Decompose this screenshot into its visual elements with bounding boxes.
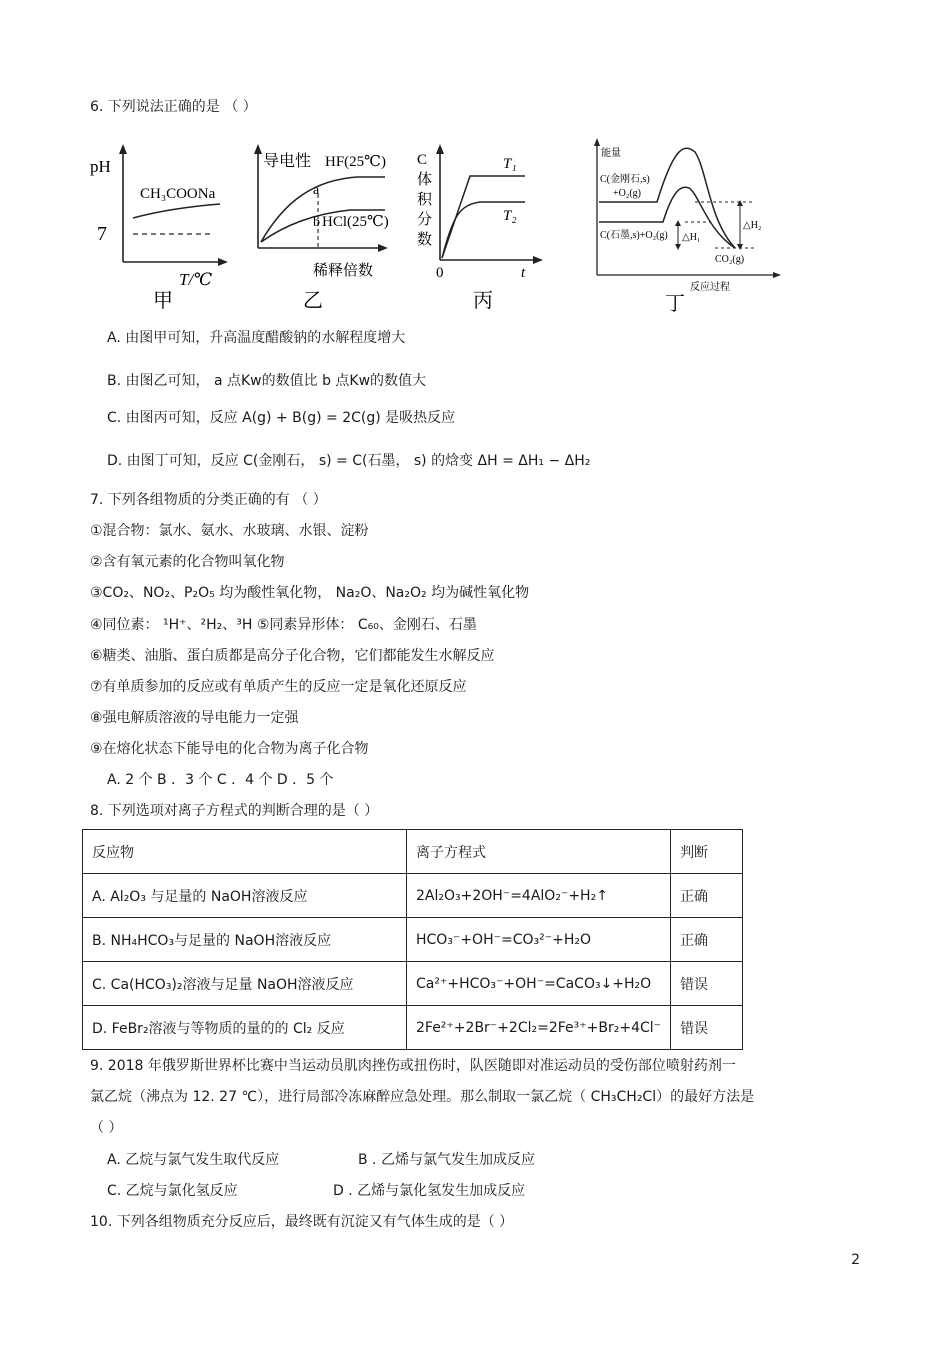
bing-y-label-3: 分 [417,212,433,228]
table-row [83,918,743,962]
table-row [83,962,743,1006]
bing-t2: T₂ [503,208,517,224]
q8-row-a-reactants: A. Al₂O₃ 与足量的 NaOH溶液反应 [83,874,407,918]
q7-item-3: ③CO₂、NO₂、P₂O₅ 均为酸性氧化物， Na₂O、Na₂O₂ 均为碱性氧化物 [90,585,530,601]
q8-stem: 8. 下列选项对离子方程式的判断合理的是（ ） [90,803,379,819]
bing-x-label: t [521,265,526,281]
q6-option-a: A. 由图甲可知，升高温度醋酸钠的水解程度增大 [107,330,406,346]
q9-option-a: A. 乙烷与氯气发生取代反应 [107,1152,280,1168]
q8-row-c-judgement: 错误 [671,962,743,1006]
q8-header-equation: 离子方程式 [407,830,671,874]
q7-item-9: ⑨在熔化状态下能导电的化合物为离子化合物 [90,741,369,757]
ding-dh2: △H₂ [743,220,762,231]
q8-header-row [83,830,743,874]
q8-row-d-reactants: D. FeBr₂溶液与等物质的量的的 Cl₂ 反应 [83,1006,407,1050]
table-row [83,874,743,918]
q8-table [82,829,743,1050]
q9-line-2: 氯乙烷（沸点为 12. 27 ℃），进行局部冷冻麻醉应急处理。那么制取一氯乙烷（ CH₃CH₂Cl）的最好方法是 [90,1089,755,1105]
yi-caption: 乙 [303,290,323,312]
yi-y-label: 导电性 [263,153,312,170]
ding-caption: 丁 [665,293,685,315]
q7-item-7: ⑦有单质参加的反应或有单质产生的反应一定是氧化还原反应 [90,679,467,695]
ding-co2: CO₂(g) [715,254,745,265]
bing-y-label-0: C [417,152,428,168]
q8-row-b-reactants: B. NH₄HCO₃与足量的 NaOH溶液反应 [83,918,407,962]
q8-row-d-judgement: 错误 [671,1006,743,1050]
jia-y-label: pH [90,157,111,176]
jia-y-tick: 7 [97,223,107,245]
bing-y-label-1: 体 [417,172,433,188]
q9-option-d: D . 乙烯与氯化氢发生加成反应 [333,1183,526,1199]
figure-bing [417,144,543,312]
q8-header-reactants: 反应物 [83,830,407,874]
q8-header-judgement: 判断 [671,830,743,874]
figure-ding [594,138,781,315]
q6-option-d: D. 由图丁可知，反应 C(金刚石， s) = C(石墨， s) 的焓变 ΔH = ΔH₁ − ΔH₂ [107,453,591,469]
q6-option-c: C. 由图丙可知，反应 A(g) + B(g) = 2C(g) 是吸热反应 [107,410,456,426]
q7-item-1: ①混合物：氯水、氨水、水玻璃、水银、淀粉 [90,523,369,539]
bing-y-label-4: 数 [417,232,433,248]
bing-y-label-2: 积 [417,192,433,208]
table-row [83,1006,743,1050]
q10-stem: 10. 下列各组物质充分反应后，最终既有沉淀又有气体生成的是（ ） [90,1214,514,1230]
q8-row-b-judgement: 正确 [671,918,743,962]
q9-line-3: （ ） [90,1120,123,1136]
jia-curve-label: CH₃COONa [140,186,216,202]
q6-stem: 6. 下列说法正确的是 （ ） [90,99,257,115]
figure-jia [90,144,228,312]
q9-line-1: 9. 2018 年俄罗斯世界杯比赛中当运动员肌肉挫伤或扭伤时，队医随即对准运动员的受伤部位喷射药剂一 [90,1058,736,1074]
jia-x-label: T/℃ [179,270,213,289]
q7-item-6: ⑥糖类、油脂、蛋白质都是高分子化合物，它们都能发生水解反应 [90,648,495,664]
q9-option-b: B . 乙烯与氯气发生加成反应 [358,1152,535,1168]
ding-graphite: C(石墨,s)+O₂(g) [600,230,668,241]
q8-row-c-equation: Ca²⁺+HCO₃⁻+OH⁻=CaCO₃↓+H₂O [407,962,671,1006]
yi-point-a: a [313,183,320,198]
bing-origin: 0 [436,265,444,281]
ding-diamond: C(金刚石,s) [600,174,650,185]
ding-y-label: 能量 [601,148,621,159]
q8-row-b-equation: HCO₃⁻+OH⁻=CO₃²⁻+H₂O [407,918,671,962]
q7-item-8: ⑧强电解质溶液的导电能力一定强 [90,710,299,726]
page-number: 2 [851,1252,860,1268]
q7-options: A. 2 个 B ．3 个 C ．4 个 D ．5 个 [107,772,334,788]
yi-point-b: b [313,215,320,230]
q7-item-2: ②含有氧元素的化合物叫氧化物 [90,554,285,570]
bing-t1: T₁ [503,156,517,172]
q8-row-a-judgement: 正确 [671,874,743,918]
ding-dh1: △H₁ [682,232,701,243]
figure-yi [254,144,389,312]
yi-curve-hcl: HCl(25℃) [322,214,389,230]
q8-row-d-equation: 2Fe²⁺+2Br⁻+2Cl₂=2Fe³⁺+Br₂+4Cl⁻ [407,1006,671,1050]
yi-curve-hf: HF(25℃) [325,154,386,170]
q6-figure-panel [85,130,785,315]
q8-row-a-equation: 2Al₂O₃+2OH⁻=4AlO₂⁻+H₂↑ [407,874,671,918]
bing-caption: 丙 [473,290,493,312]
q8-row-c-reactants: C. Ca(HCO₃)₂溶液与足量 NaOH溶液反应 [83,962,407,1006]
yi-x-label: 稀释倍数 [313,263,374,279]
q6-figures [85,130,785,319]
ding-o2-top: +O₂(g) [613,188,642,199]
q7-item-4-5: ④同位素： ¹H⁺、²H₂、³H ⑤同素异形体： C₆₀、金刚石、石墨 [90,617,477,633]
q9-option-c: C. 乙烷与氯化氢反应 [107,1183,238,1199]
q6-option-b: B. 由图乙可知， a 点Kw的数值比 b 点Kw的数值大 [107,373,427,389]
jia-caption: 甲 [153,290,173,312]
q7-stem: 7. 下列各组物质的分类正确的有 （ ） [90,492,327,508]
ding-x-label: 反应过程 [690,282,730,293]
